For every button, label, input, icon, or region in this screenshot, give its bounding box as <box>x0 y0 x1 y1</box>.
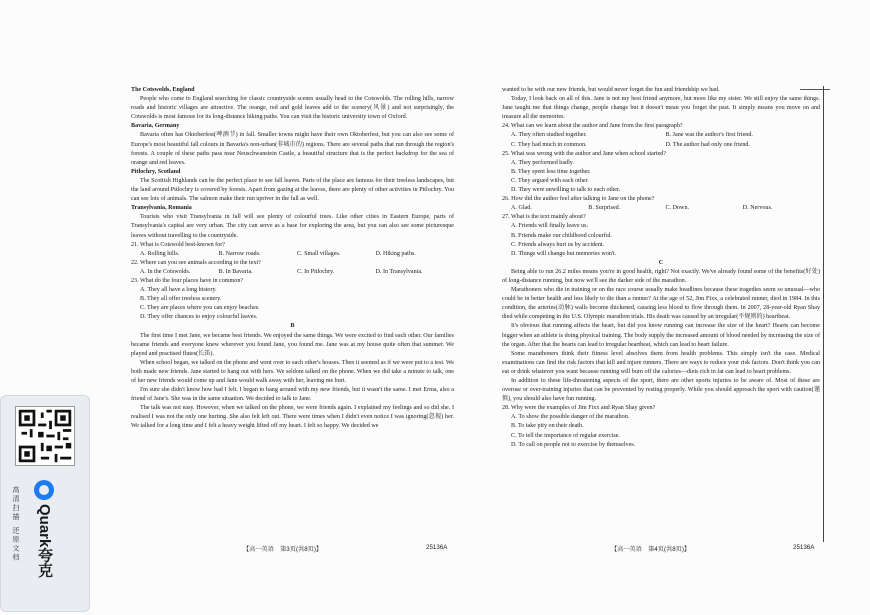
option: D. Hiking paths. <box>375 250 416 257</box>
quark-logo-icon <box>34 480 54 500</box>
question-26: 26. How did the author feel after talking to Jane on the phone? <box>502 196 655 203</box>
right-margin-rule <box>823 86 824 542</box>
option: C. In Pitlochry. <box>297 268 335 275</box>
passage-b-paragraph: When school began, we talked on the phone and went over to each other's houses. Then it seemed as if we were put to a test. We both made new friends. Jane started to hang out with hers. We seldom talked on the phone. When we did take a minute to talk, one of her new friends would come up and Jane would walk away with her, leaving me hurt. <box>131 359 454 384</box>
question-28: 28. Why were the examples of Jim Fixx and Ryan Shay given? <box>502 405 656 412</box>
option: B. Narrow roads. <box>218 250 261 257</box>
question-24-options-row-2 <box>502 141 820 150</box>
question-26-options <box>502 204 820 213</box>
question-25: 25. What was wrong with the author and Jane when school started? <box>502 150 667 157</box>
quark-tagline: 高清扫描 还原文档 <box>12 486 20 563</box>
section-c-heading: C <box>658 259 664 266</box>
question-23: 23. What do the four places have in common? <box>131 277 244 284</box>
option: A. In the Cotswolds. <box>140 268 191 275</box>
quark-scan-badge[interactable] <box>0 395 90 612</box>
question-27: 27. What is the text mainly about? <box>502 214 586 221</box>
option: A. Rolling hills. <box>140 250 180 257</box>
page-footer-left: 【高一英语 第3页(共8页)】 <box>243 546 323 553</box>
passage-c-paragraph: It's obvious that running affects the heart, but did you know running can increase the size of the heart? Hearts can become bigger when an athlete is doing physical training. The body supply the increased amount of blood needed by increasing the size of the organ. After that the hearts can lead to irregular heartbeat, which can lead to heart failure. <box>502 323 820 348</box>
question-24: 24. What can we learn about the author and Jane from the first paragraph? <box>502 123 683 130</box>
pitlochry-heading: Pitlochry, Scotland <box>131 168 181 175</box>
option: C. They had much in common. <box>511 141 587 148</box>
option: D. Nervous. <box>742 205 773 212</box>
pitlochry-paragraph: The Scottish Highlands can be the perfect place to see fall leaves. Parts of the place are famous for their treeless landscapes, but the land around Pitlochry is covered by forests. Apart from gazing at the leaves, there are plenty of other activities in Pitlochry. You can see lots of animals. The salmon make their run upriver in the fall as well. <box>131 177 454 203</box>
option: C. To tell the importance of regular exercise. <box>511 432 620 439</box>
option: D. In Transylvania. <box>375 268 423 275</box>
page-footer-right: 【高一英语 第4页(共8页)】 <box>611 546 691 553</box>
left-column <box>131 86 454 432</box>
option: C. Down. <box>665 205 690 212</box>
option: A. They often studied together. <box>511 132 587 139</box>
question-22: 22. Where can you see animals according to the text? <box>131 259 261 266</box>
option: B. Jane was the author's first friend. <box>665 132 753 139</box>
option: A. Glad. <box>511 205 532 212</box>
bavaria-heading: Bavaria, Germany <box>131 123 180 130</box>
passage-b-paragraph: The first time I met Jane, we became best friends. We enjoyed the same things. We were excited to find each other. Our families became friends and everyone knew wherever you found Jane, you found me. Jane was at my house quite often that summer. We played and practised flutes(长笛). <box>131 332 454 357</box>
question-21: 21. What is Cotswold best-known for? <box>131 241 225 248</box>
option: D. They were unwilling to talk to each other. <box>511 187 621 194</box>
right-column <box>502 86 820 450</box>
question-22-options <box>131 268 454 277</box>
transylvania-paragraph: Tourists who visit Transylvania in fall will see plenty of colourful trees. Like other cities in Eastern Europe, parts of Transylvania's capital are very urban. The city can serve as a base for exploring the area, but you can also see some picturesque leaves without travelling to the countryside. <box>131 214 454 239</box>
passage-c-paragraph: In addition to these life-threatening aspects of the sport, there are other sports injuries to be aware of. Most of these are overuse or over-training injuries that can be prevented by resting properly. While you should approach the sport with caution(谨慎), you should also have fun running. <box>502 378 820 403</box>
option: D. The author had only one friend. <box>665 141 751 148</box>
passage-c-paragraph: Some marathoners think their fitness level absolves them from health problems. This simply isn't the case. Medical examinations can find the risk factors that kill and injure runners. There are ways to reduce your risk factors. Don't think you can eat or drink whatever you want because running will burn off the calories—diets rich in fat can lead to heart problems. <box>502 350 820 375</box>
option: B. They all offer treeless scenery. <box>140 296 222 303</box>
transylvania-heading: Transylvania, Romania <box>131 205 192 212</box>
passage-b-paragraph: The talk was not easy. However, when we talked on the phone, we were friends again. I explained my feelings and so did she. I realised I was not the only one hurting. She also felt left out. There were times when I didn't even notice I was ignoring(忽视) her. We talked for a long time and I felt a heavy weight lifted off my heart. I felt so happy. We decided we <box>131 405 454 430</box>
option: D. To call on people not to exercise by themselves. <box>511 441 636 448</box>
question-21-options <box>131 250 454 259</box>
passage-b-paragraph: I'm sure she didn't know how bad I felt. I began to hang around with my new friends, but it wasn't the same. I met Erma, also a friend of Jane's. She was in the same situation. We decided to talk to Jane. <box>131 387 454 403</box>
option: B. Friends make our childhood colourful. <box>511 232 613 239</box>
cotswolds-paragraph: People who come to England searching for classic countryside scenes usually head to the Cotswolds. The rolling hills, narrow roads and historic villages are attractive. The orange, red and gold leaves add to the scenery(风景) and not surprisingly, the Cotswolds is most famous for its long-distance hiking paths. You can visit the historic university town of Oxford. <box>131 96 454 121</box>
margin-tick <box>800 89 830 90</box>
bavaria-paragraph: Bavaria often has Oktoberfest(啤酒节) in fall. Smaller towns might have their own Oktoberfest, but you can also see some of Europe's most beautiful fall colours in Bavaria's non-urban(非城市的) regions. There are several paths that run through the region's forests. A couple of these paths pass near Neuschwanstein Castle, a beautiful structure that is the perfect backdrop for the sea of orange and red leaves. <box>131 132 454 166</box>
page-code-right: 25136A <box>793 544 815 551</box>
option: A. They all have a long history. <box>140 287 217 294</box>
qr-code-icon <box>15 406 75 466</box>
option: B. To take pity on their death. <box>511 423 584 430</box>
question-24-options-row-1 <box>502 131 820 140</box>
option: C. Small villages. <box>297 250 341 257</box>
option: A. They performed badly. <box>511 159 574 166</box>
option: B. In Bavaria. <box>218 268 253 275</box>
quark-brand: Quark夸克 <box>36 504 53 578</box>
option: D. Things will change but memories won't. <box>511 250 617 257</box>
option: A. To show the possible danger of the marathon. <box>511 414 630 421</box>
passage-b-paragraph: Today, I look back on all of this. Jane is not my best friend anymore, but more like my sister. We still enjoy the same things. Jane taught me that things change, people change but it doesn't mean you forget the past. It simply means you move on and treasure all the memories. <box>502 96 820 121</box>
option: C. They argued with each other. <box>511 177 589 184</box>
option: B. They spent less time together. <box>511 168 591 175</box>
option: D. They offer chances to enjoy colourful leaves. <box>140 314 258 321</box>
option: A. Friends will finally leave us. <box>511 223 589 230</box>
passage-b-continued: wanted to be with our new friends, but would never forget the fun and friendship we had. <box>502 87 720 93</box>
option: B. Surprised. <box>588 205 621 212</box>
option: C. They are places where you can enjoy beaches. <box>140 305 260 312</box>
passage-c-paragraph: Being able to run 26.2 miles means you're in good health, right? Not exactly. We've already found some of the benefits(好处) of long-distance running, but now we'll see the darker side of the marathon. <box>502 268 820 284</box>
section-b-heading: B <box>290 323 295 330</box>
page-code-left: 25136A <box>426 544 448 551</box>
passage-c-paragraph: Marathoners who die in training or on the race course usually make headlines because these tragedies seem so unusual—who could be in better health and less likely to die than a runner? At the age of 52, Jim Fixx, a celebrated runner, died in 1984. In this condition, the arteries(动脉) walls become thickened, causing less blood to flow through them. In 2007, 28-year-old Ryan Shay died while competing in the U.S. Olympic marathon trials. His death was caused by an irregular(不规则的) heartbeat. <box>502 287 820 321</box>
cotswolds-heading: The Cotswolds, England <box>131 87 195 93</box>
option: C. Friends always hurt us by accident. <box>511 241 605 248</box>
